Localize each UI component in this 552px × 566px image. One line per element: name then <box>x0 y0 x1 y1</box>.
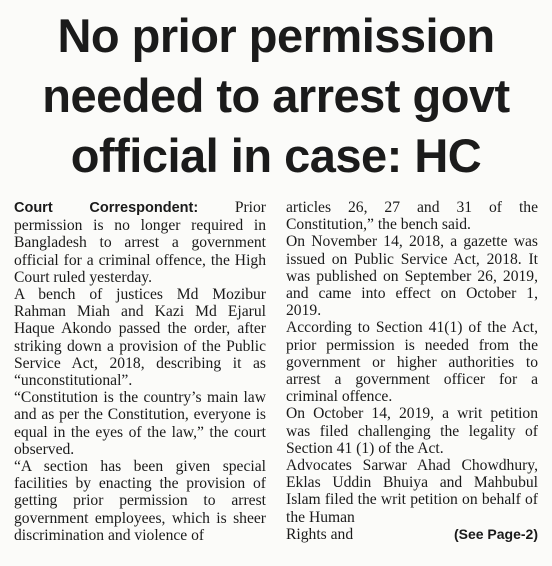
article-paragraph: articles 26, 27 and 31 of the Constitution,” the bench said. <box>286 199 538 234</box>
article-paragraph: On November 14, 2018, a gazette was issued on Public Service Act, 2018. It was published on September 26, 2019, and came into effect on October 1, 2019. <box>286 233 538 320</box>
article-final-text: Rights and <box>286 525 354 543</box>
continued-on-page-link[interactable]: (See Page-2) <box>453 525 538 542</box>
article-paragraph: “A section has been given special facilities by enacting the provision of getting prior permission to arrest government employees, which is sheer discrimination and violence of <box>14 458 266 544</box>
article-paragraph: On October 14, 2019, a writ petition was filed challenging the legality of Section 41 (1) of the Act. <box>286 405 538 457</box>
article-final-line <box>286 526 538 543</box>
article-paragraph: Advocates Sarwar Ahad Chowdhury, Eklas Uddin Bhuiya and Mahbubul Islam filed the writ petition on behalf of the Human <box>286 457 538 526</box>
lead-text: Prior permission is no longer required in Bangladesh to arrest a government official for a criminal offence, the High Court ruled yesterday. <box>14 199 266 286</box>
article-paragraph <box>14 199 266 286</box>
article-body <box>14 199 538 544</box>
article-paragraph: “Constitution is the country’s main law and as per the Constitution, everyone is equal in the eyes of the law,” the court observed. <box>14 389 266 458</box>
headline-line-3: official in case: HC <box>70 129 482 182</box>
headline-line-1: No prior permission <box>57 9 495 62</box>
article-column-1 <box>14 199 266 544</box>
article-column-2 <box>286 199 538 544</box>
byline: Court Correspondent: <box>14 200 199 216</box>
headline <box>14 6 538 186</box>
article-paragraph: A bench of justices Md Mozibur Rahman Miah and Kazi Md Ejarul Haque Akondo passed the order, after striking down a provision of the Public Service Act, 2018, describing it as “unconstitutional”. <box>14 286 266 390</box>
headline-line-2: needed to arrest govt <box>42 69 510 122</box>
article-paragraph: According to Section 41(1) of the Act, prior permission is needed from the government or higher authorities to arrest a government officer for a criminal offence. <box>286 319 538 406</box>
